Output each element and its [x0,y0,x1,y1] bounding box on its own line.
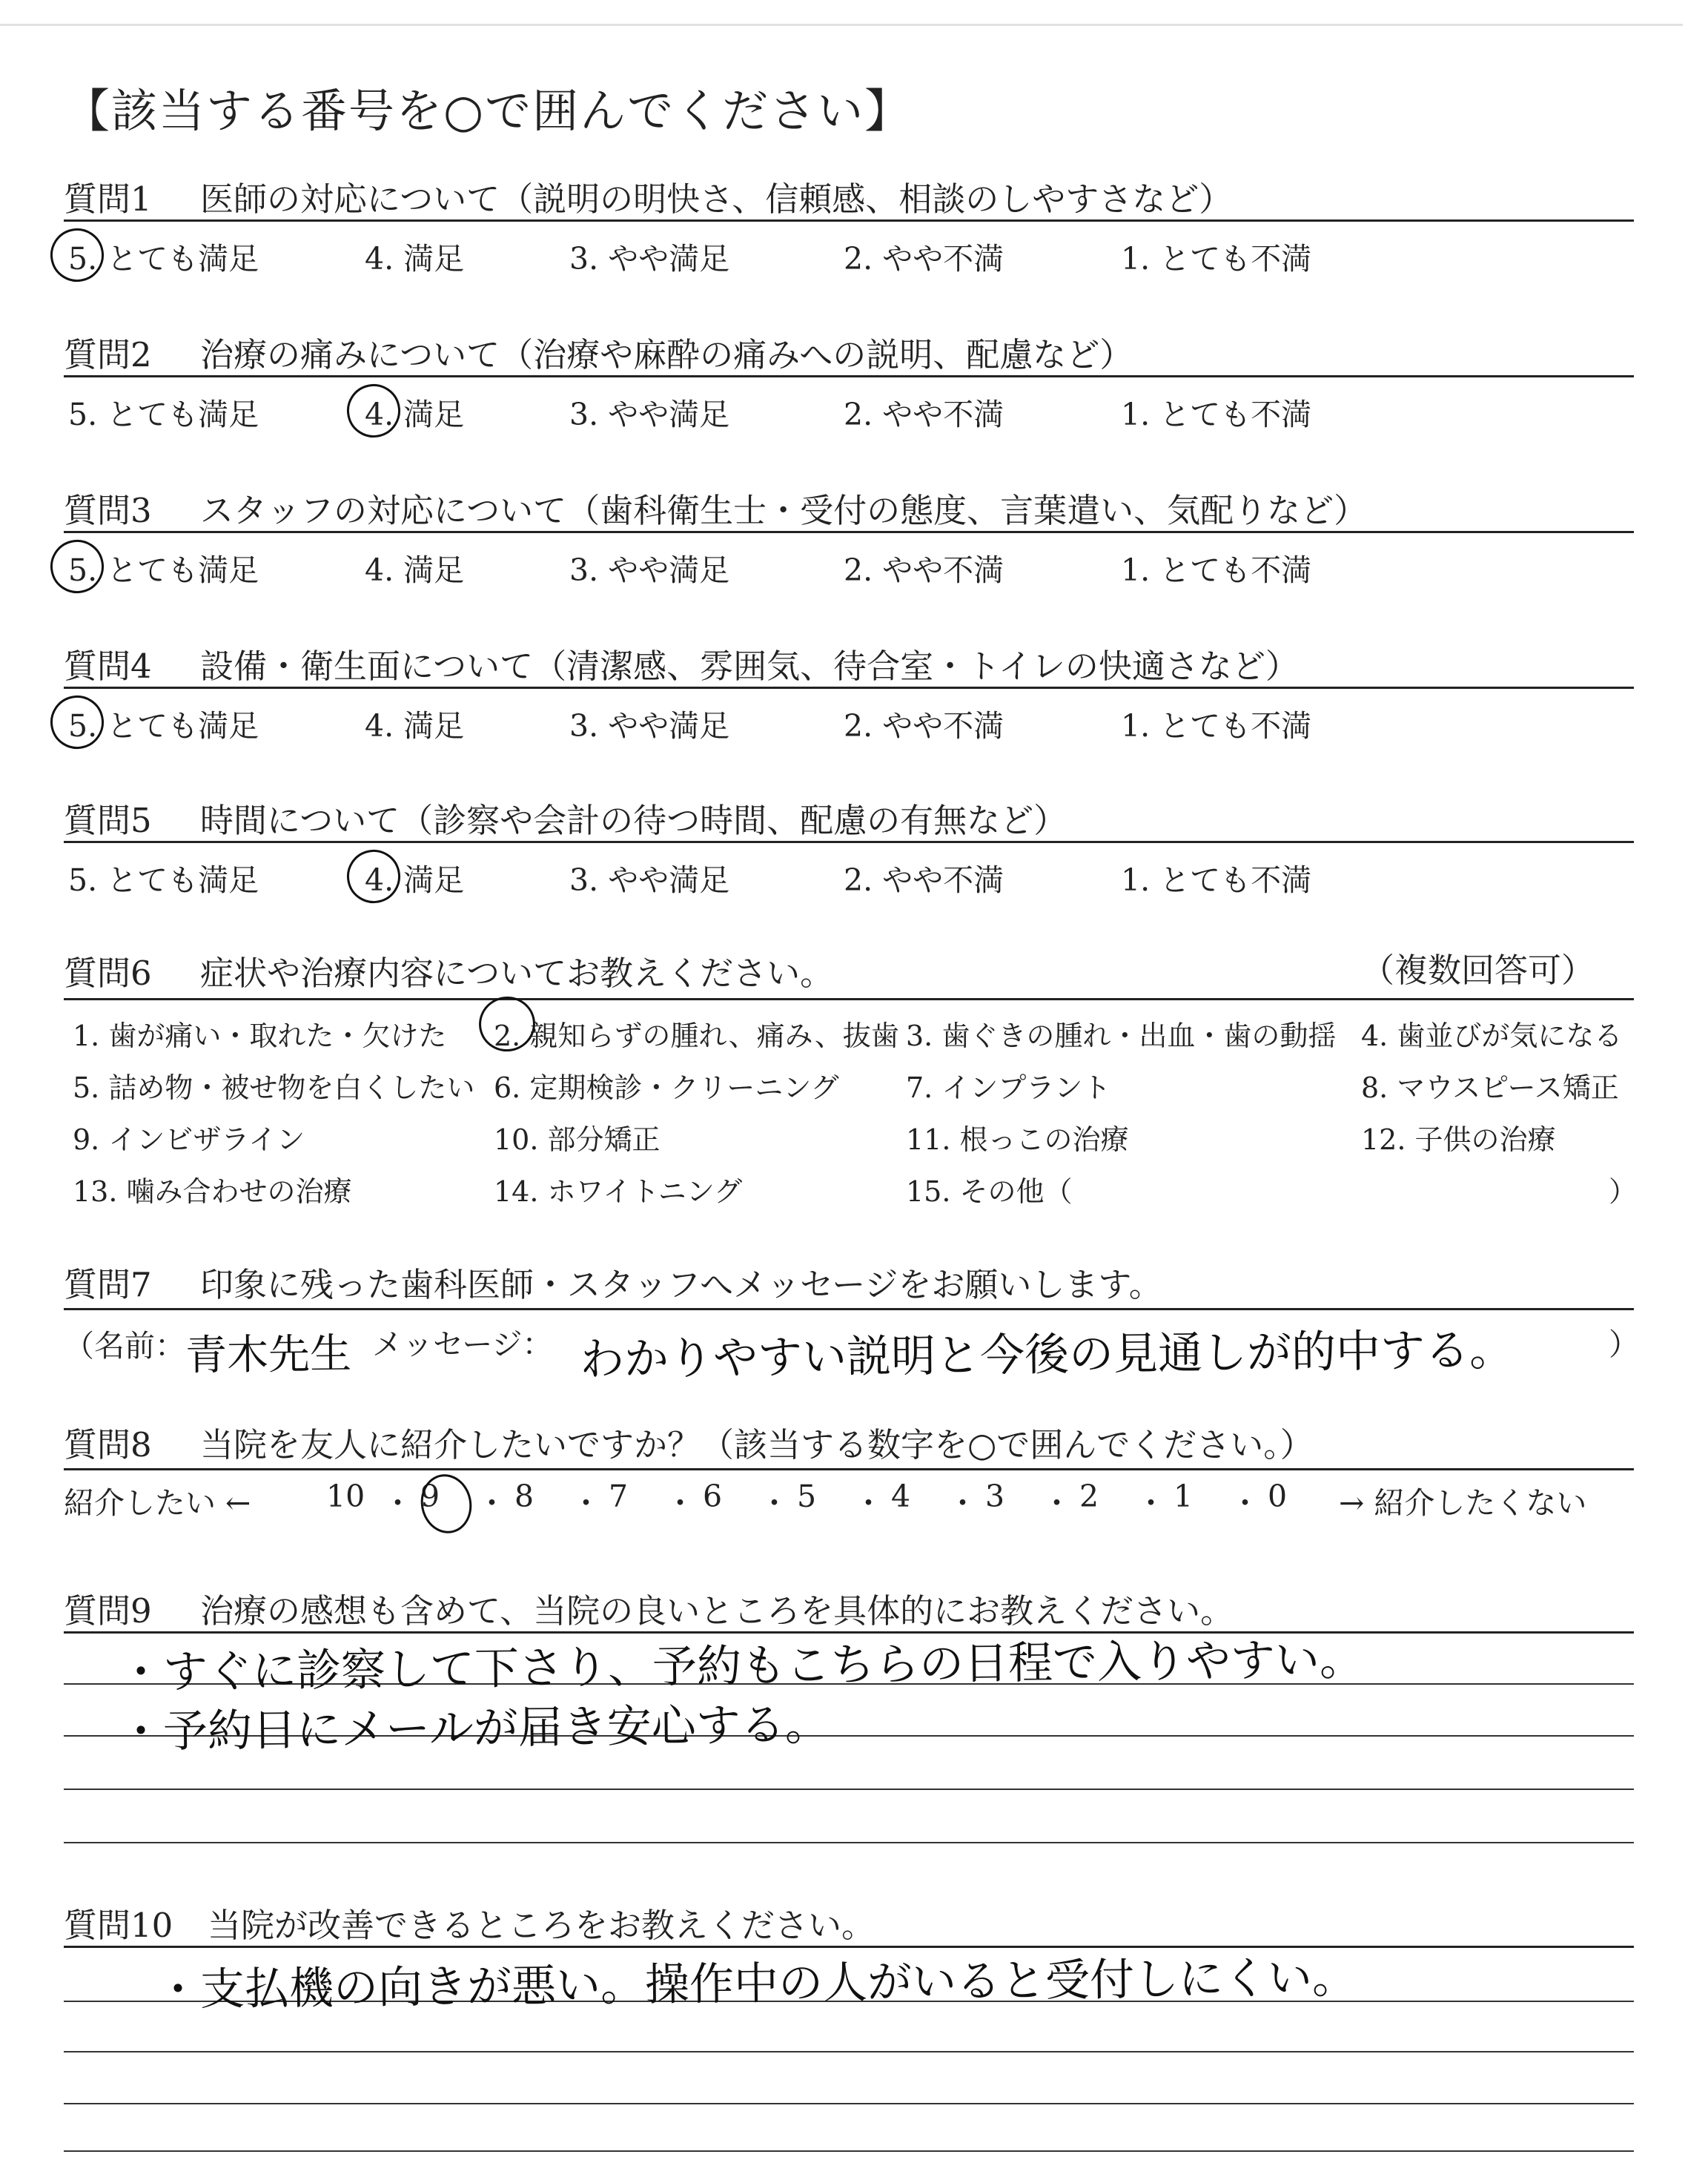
q6-option[interactable]: 14. ホワイトニング [494,1175,743,1208]
q8-scale-value[interactable]: 2 [1079,1479,1099,1514]
question-rule [64,375,1634,377]
rating-option[interactable]: 4. 満足 [365,552,465,588]
rating-option[interactable]: 3. やや満足 [569,708,730,744]
q8-scale-value[interactable]: 10 [326,1479,365,1514]
question-rule [64,687,1634,689]
q8-separator: ・ [477,1485,507,1521]
rating-option[interactable]: 5. とても満足 [68,862,259,898]
q6-rule [64,998,1634,1000]
q7-message-value: わかりやすい説明と今後の見通しが的中する。 [579,1324,1515,1386]
q7-close-paren: ） [1609,1327,1639,1362]
q7-message-label: メッセージ： [372,1327,553,1362]
q7-text: 印象に残った歯科医師・スタッフへメッセージをお願いします。 [200,1265,1162,1304]
q8-left-label: 紹介したい ← [64,1485,251,1521]
q6-note: （複数回答可） [1361,951,1595,990]
q8-scale-value[interactable]: 8 [514,1479,534,1514]
q8-scale-value[interactable]: 0 [1268,1479,1288,1514]
rating-option[interactable]: 2. やや不満 [844,241,1004,277]
q8-rule [64,1468,1634,1470]
rating-option[interactable]: 5. とても満足 [68,552,259,588]
q6-option[interactable]: 12. 子供の治療 [1361,1123,1556,1156]
q6-option[interactable]: 15. その他（ [906,1175,1073,1208]
rating-option[interactable]: 4. 満足 [365,708,465,744]
rating-option[interactable]: 1. とても不満 [1121,397,1312,432]
q8-separator: ・ [853,1485,884,1521]
rating-option[interactable]: 3. やや満足 [569,862,730,898]
q6-option[interactable]: 8. マウスピース矯正 [1361,1071,1619,1104]
rating-option[interactable]: 5. とても満足 [68,708,259,744]
q9-label: 質問9 [64,1591,152,1631]
q8-separator: ・ [947,1485,978,1521]
q6-option[interactable]: 3. 歯ぐきの腫れ・出血・歯の動揺 [906,1020,1337,1052]
q10-text: 当院が改善できるところをお教えください。 [208,1906,875,1945]
rating-option[interactable]: 1. とても不満 [1121,862,1312,898]
rating-option[interactable]: 4. 満足 [365,241,465,277]
q6-option[interactable]: 1. 歯が痛い・取れた・欠けた [73,1020,447,1052]
question-text: 設備・衛生面について（清潔感、雰囲気、待合室・トイレの快適さなど） [200,647,1299,686]
question-text: 医師の対応について（説明の明快さ、信頼感、相談のしやすさなど） [200,179,1233,219]
q7-name-value: 青木先生 [185,1330,352,1380]
q8-separator: ・ [665,1485,695,1521]
q8-separator: ・ [1042,1485,1072,1521]
rating-option[interactable]: 4. 満足 [365,397,465,432]
question-label: 質問5 [64,801,152,840]
question-rule [64,531,1634,533]
q9-answer-1: ・すぐに診察して下さり、予約もこちらの日程で入りやすい。 [118,1634,1365,1699]
q8-separator: ・ [1136,1485,1166,1521]
rating-option[interactable]: 2. やや不満 [844,397,1004,432]
q10-writing-line [64,2051,1634,2052]
q8-scale-value[interactable]: 7 [609,1479,629,1514]
q8-separator: ・ [759,1485,790,1521]
rating-option[interactable]: 1. とても不満 [1121,552,1312,588]
q8-scale-value[interactable]: 4 [891,1479,911,1514]
q6-option[interactable]: 5. 詰め物・被せ物を白くしたい [73,1071,475,1104]
rating-option[interactable]: 4. 満足 [365,862,465,898]
q6-option[interactable]: 2. 親知らずの腫れ、痛み、抜歯 [494,1020,899,1052]
q6-option[interactable]: 13. 噛み合わせの治療 [73,1175,352,1208]
question-text: 時間について（診察や会計の待つ時間、配慮の有無など） [200,801,1068,840]
q8-separator: ・ [1230,1485,1260,1521]
q6-label: 質問6 [64,954,152,993]
rating-option[interactable]: 2. やや不満 [844,552,1004,588]
q8-scale-value[interactable]: 5 [797,1479,817,1514]
q10-writing-line [64,2103,1634,2104]
q10-answer-1: ・支払機の向きが悪い。操作中の人がいると受付しにくい。 [155,1952,1357,2016]
rating-option[interactable]: 5. とても満足 [68,241,259,277]
rating-option[interactable]: 5. とても満足 [68,397,259,432]
q6-option[interactable]: 6. 定期検診・クリーニング [494,1071,839,1104]
q6-option[interactable]: 9. インビザライン [73,1123,305,1156]
question-label: 質問4 [64,647,152,686]
question-label: 質問1 [64,179,152,219]
q8-scale-value[interactable]: 9 [420,1479,440,1514]
q8-scale-value[interactable]: 1 [1174,1479,1194,1514]
q8-scale-value[interactable]: 3 [985,1479,1005,1514]
rating-option[interactable]: 3. やや満足 [569,241,730,277]
rating-option[interactable]: 3. やや満足 [569,552,730,588]
question-label: 質問3 [64,491,152,530]
question-text: 治療の痛みについて（治療や麻酔の痛みへの説明、配慮など） [200,335,1133,374]
q6-option[interactable]: 4. 歯並びが気になる [1361,1020,1623,1052]
q6-option[interactable]: 10. 部分矯正 [494,1123,661,1156]
q6-option[interactable]: 7. インプラント [906,1071,1111,1104]
question-label: 質問2 [64,335,152,374]
page-title: 【該当する番号を○で囲んでください】 [64,84,913,138]
question-text: スタッフの対応について（歯科衛生士・受付の態度、言葉遣い、気配りなど） [200,491,1368,530]
q7-rule [64,1308,1634,1310]
q8-scale-value[interactable]: 6 [703,1479,723,1514]
question-rule [64,219,1634,222]
q10-writing-line [64,2150,1634,2152]
q7-name-label: （名前： [64,1328,185,1364]
rating-option[interactable]: 1. とても不満 [1121,241,1312,277]
rating-option[interactable]: 1. とても不満 [1121,708,1312,744]
rating-option[interactable]: 2. やや不満 [844,708,1004,744]
q10-label: 質問10 [64,1906,173,1945]
q8-right-label: → 紹介したくない [1339,1485,1587,1521]
q7-label: 質問7 [64,1265,152,1304]
rating-option[interactable]: 3. やや満足 [569,397,730,432]
q8-label: 質問8 [64,1425,152,1464]
q6-close-paren: ） [1609,1175,1638,1208]
q6-option[interactable]: 11. 根っこの治療 [906,1123,1129,1156]
q9-writing-line [64,1842,1634,1843]
q9-answer-2: ・予約日にメールが届き安心する。 [118,1698,830,1758]
q9-text: 治療の感想も含めて、当院の良いところを具体的にお教えください。 [200,1591,1234,1631]
question-rule [64,841,1634,843]
q9-writing-line [64,1789,1634,1790]
q8-separator: ・ [571,1485,601,1521]
q6-text: 症状や治療内容についてお教えください。 [200,954,834,993]
q8-separator: ・ [383,1485,413,1521]
q8-text: 当院を友人に紹介したいですか？（該当する数字を○で囲んでください。） [200,1425,1314,1464]
scan-edge [0,24,1683,26]
rating-option[interactable]: 2. やや不満 [844,862,1004,898]
